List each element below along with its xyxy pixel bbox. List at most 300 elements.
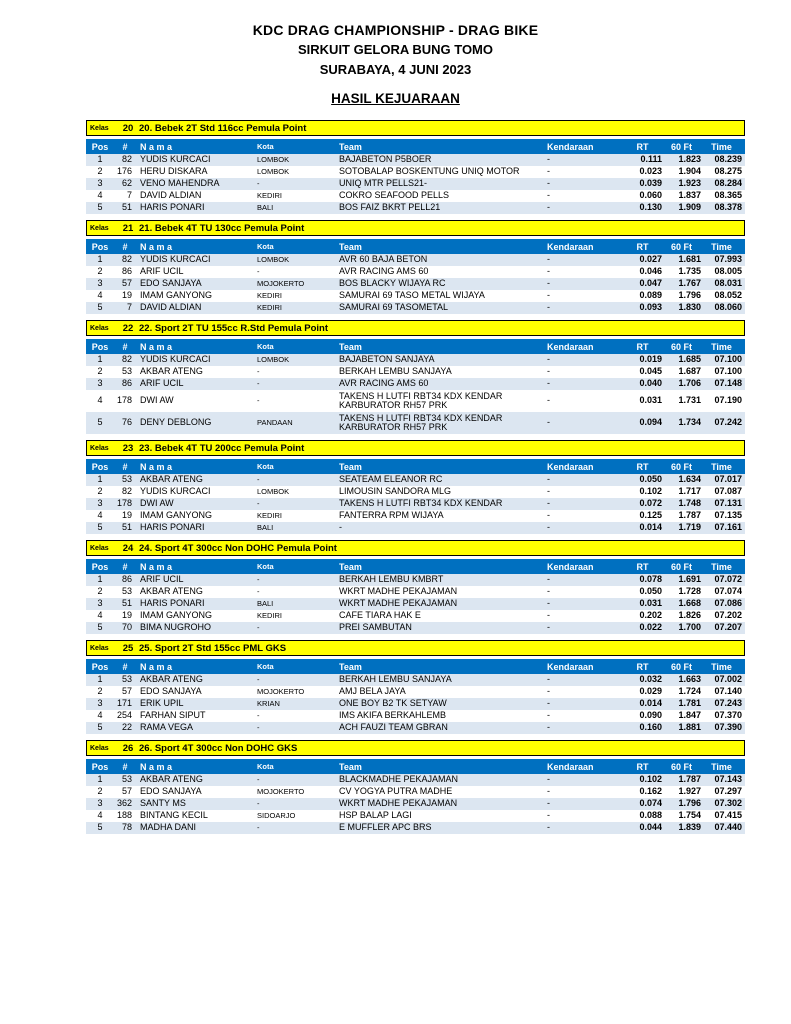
- cell-rt: 0.014: [639, 698, 662, 709]
- cell-vehicle: -: [547, 154, 550, 165]
- cell-time: 08.378: [714, 202, 742, 213]
- cell-city: -: [257, 367, 260, 377]
- cell-pos: 3: [97, 598, 103, 609]
- cell-team: UNIQ MTR PELLS21-: [339, 178, 428, 189]
- col-header-rt: RT: [636, 761, 649, 772]
- cell-city: KEDIRI: [257, 511, 283, 521]
- class-section: [86, 440, 745, 540]
- table-row: [86, 710, 745, 722]
- cell-rt: 0.102: [639, 486, 662, 497]
- class-name: 23. Bebek 4T TU 200cc Pemula Point: [139, 442, 305, 454]
- cell-time: 07.993: [714, 254, 742, 265]
- cell-team: SEATEAM ELEANOR RC: [339, 474, 443, 485]
- cell-pos: 2: [97, 166, 103, 177]
- cell-rt: 0.078: [639, 574, 662, 585]
- cell-number: 178: [116, 498, 132, 509]
- cell-pos: 3: [97, 798, 103, 809]
- class-title-bar: [86, 220, 745, 236]
- cell-60ft: 1.787: [678, 510, 701, 521]
- cell-rt: 0.050: [639, 474, 662, 485]
- cell-rt: 0.202: [639, 610, 662, 621]
- class-number: 25: [122, 642, 134, 654]
- cell-pos: 2: [97, 786, 103, 797]
- cell-pos: 4: [97, 290, 103, 301]
- cell-time: 07.148: [714, 378, 742, 389]
- cell-time: 07.100: [714, 366, 742, 377]
- col-header-time: Time: [711, 661, 732, 672]
- table-row: [86, 474, 745, 486]
- cell-60ft: 1.909: [678, 202, 701, 213]
- cell-vehicle: -: [547, 417, 550, 428]
- cell-pos: 3: [97, 698, 103, 709]
- cell-time: 07.086: [714, 598, 742, 609]
- cell-vehicle: -: [547, 278, 550, 289]
- cell-pos: 3: [97, 498, 103, 509]
- cell-rt: 0.094: [639, 417, 662, 428]
- results-heading: HASIL KEJUARAAN: [331, 91, 460, 106]
- cell-time: 07.074: [714, 586, 742, 597]
- cell-rt: 0.039: [639, 178, 662, 189]
- col-header-60ft: 60 Ft: [670, 761, 692, 772]
- cell-pos: 5: [97, 202, 103, 213]
- cell-number: 70: [121, 622, 132, 633]
- cell-60ft: 1.663: [678, 674, 701, 685]
- cell-rt: 0.130: [639, 202, 662, 213]
- cell-name: ARIF UCIL: [140, 266, 184, 277]
- cell-60ft: 1.728: [678, 586, 701, 597]
- table-row: [86, 278, 745, 290]
- col-header-pos: Pos: [91, 341, 109, 352]
- cell-name: EDO SANJAYA: [140, 786, 202, 797]
- cell-name: AKBAR ATENG: [140, 774, 203, 785]
- table-row: [86, 574, 745, 586]
- cell-number: 78: [121, 822, 132, 833]
- cell-team: AVR 60 BAJA BETON: [339, 254, 428, 265]
- cell-number: 57: [121, 786, 132, 797]
- cell-rt: 0.111: [640, 154, 662, 165]
- col-header-pos: Pos: [91, 661, 109, 672]
- cell-name: YUDIS KURCACI: [140, 254, 211, 265]
- cell-city: -: [257, 587, 260, 597]
- cell-number: 51: [121, 202, 132, 213]
- cell-number: 86: [121, 266, 132, 277]
- class-name: 26. Sport 4T 300cc Non DOHC GKS: [139, 742, 298, 754]
- cell-pos: 3: [97, 378, 103, 389]
- table-row: [86, 674, 745, 686]
- cell-pos: 5: [97, 822, 103, 833]
- cell-time: 07.390: [714, 722, 742, 733]
- col-header-60ft: 60 Ft: [670, 461, 692, 472]
- cell-number: 82: [121, 254, 132, 265]
- cell-time: 08.005: [714, 266, 742, 277]
- cell-name: AKBAR ATENG: [140, 474, 203, 485]
- class-label: Kelas: [90, 224, 109, 232]
- cell-name: IMAM GANYONG: [140, 510, 213, 521]
- cell-time: 07.190: [714, 395, 742, 406]
- cell-team: TAKENS H LUTFI RBT34 KDX KENDAR: [339, 498, 503, 509]
- cell-vehicle: -: [547, 522, 550, 533]
- cell-name: EDO SANJAYA: [140, 278, 202, 289]
- cell-time: 07.087: [714, 486, 742, 497]
- cell-city: -: [257, 179, 260, 189]
- class-title-bar: [86, 440, 745, 456]
- cell-city: -: [257, 379, 260, 389]
- cell-name: DWI AW: [140, 498, 174, 509]
- col-header-number: #: [122, 561, 128, 572]
- cell-rt: 0.090: [639, 710, 662, 721]
- class-name: 22. Sport 2T TU 155cc R.Std Pemula Point: [139, 322, 328, 334]
- cell-name: BIMA NUGROHO: [140, 622, 212, 633]
- cell-city: -: [257, 396, 260, 406]
- class-label: Kelas: [90, 444, 109, 452]
- col-header-name: N a m a: [140, 461, 173, 472]
- cell-vehicle: -: [547, 810, 550, 821]
- cell-rt: 0.060: [639, 190, 662, 201]
- event-date: SURABAYA, 4 JUNI 2023: [319, 62, 472, 77]
- class-name: 24. Sport 4T 300cc Non DOHC Pemula Point: [139, 542, 337, 554]
- cell-city: -: [257, 499, 260, 509]
- cell-60ft: 1.668: [678, 598, 701, 609]
- table-row: [86, 610, 745, 622]
- cell-pos: 2: [97, 586, 103, 597]
- cell-number: 19: [121, 290, 132, 301]
- cell-team: AVR RACING AMS 60: [339, 266, 429, 277]
- cell-team: TAKENS H LUTFI RBT34 KDX KENDAR KARBURATOR RH57 PRK: [339, 390, 503, 410]
- cell-vehicle: -: [547, 674, 550, 685]
- cell-vehicle: -: [547, 166, 550, 177]
- table-row: [86, 722, 745, 734]
- cell-time: 07.370: [714, 710, 742, 721]
- cell-team: AMJ BELA JAYA: [339, 686, 406, 697]
- cell-60ft: 1.706: [678, 378, 701, 389]
- col-header-team: Team: [339, 341, 362, 352]
- table-row: [86, 166, 745, 178]
- cell-city: -: [257, 623, 260, 633]
- cell-name: AKBAR ATENG: [140, 366, 203, 377]
- table-row: [86, 390, 745, 412]
- cell-vehicle: -: [547, 395, 550, 406]
- table-row: [86, 154, 745, 166]
- cell-team: SOTOBALAP BOSKENTUNG UNIQ MOTOR: [339, 166, 520, 177]
- cell-60ft: 1.923: [678, 178, 701, 189]
- results-container: [86, 120, 745, 840]
- cell-name: EDO SANJAYA: [140, 686, 202, 697]
- class-label: Kelas: [90, 324, 109, 332]
- cell-60ft: 1.634: [678, 474, 701, 485]
- class-label: Kelas: [90, 644, 109, 652]
- cell-number: 7: [126, 190, 132, 201]
- col-header-city: Kota: [257, 142, 274, 151]
- class-number: 23: [122, 442, 134, 454]
- cell-name: FARHAN SIPUT: [140, 710, 206, 721]
- cell-pos: 1: [97, 474, 103, 485]
- cell-city: BALI: [257, 203, 274, 213]
- cell-vehicle: -: [547, 302, 550, 313]
- cell-number: 86: [121, 378, 132, 389]
- cell-name: YUDIS KURCACI: [140, 154, 211, 165]
- table-row: [86, 698, 745, 710]
- col-header-rt: RT: [636, 461, 649, 472]
- cell-number: 53: [121, 366, 132, 377]
- cell-team: TAKENS H LUTFI RBT34 KDX KENDAR KARBURATOR RH57 PRK: [339, 412, 503, 432]
- cell-city: LOMBOK: [257, 355, 290, 365]
- col-header-team: Team: [339, 241, 362, 252]
- cell-time: 07.017: [714, 474, 742, 485]
- cell-number: 57: [121, 278, 132, 289]
- col-header-name: N a m a: [140, 341, 173, 352]
- cell-name: DWI AW: [140, 395, 174, 406]
- class-label: Kelas: [90, 744, 109, 752]
- cell-number: 362: [116, 798, 132, 809]
- cell-team: BAJABETON P5BOER: [339, 154, 432, 165]
- col-header-vehicle: Kendaraan: [547, 341, 594, 352]
- table-row: [86, 498, 745, 510]
- cell-team: WKRT MADHE PEKAJAMAN: [339, 598, 458, 609]
- cell-name: HARIS PONARI: [140, 598, 205, 609]
- col-header-name: N a m a: [140, 761, 173, 772]
- cell-pos: 1: [97, 574, 103, 585]
- cell-number: 19: [121, 510, 132, 521]
- table-row: [86, 810, 745, 822]
- table-row: [86, 622, 745, 634]
- table-row: [86, 378, 745, 390]
- cell-team: LIMOUSIN SANDORA MLG: [339, 486, 452, 497]
- table-row: [86, 774, 745, 786]
- col-header-pos: Pos: [91, 141, 109, 152]
- cell-vehicle: -: [547, 710, 550, 721]
- table-header-row: [86, 559, 745, 574]
- cell-number: 188: [116, 810, 132, 821]
- cell-60ft: 1.767: [678, 278, 701, 289]
- cell-60ft: 1.847: [678, 710, 701, 721]
- col-header-rt: RT: [636, 661, 649, 672]
- col-header-number: #: [122, 761, 128, 772]
- cell-60ft: 1.830: [678, 302, 701, 313]
- col-header-number: #: [122, 661, 128, 672]
- cell-time: 07.242: [714, 417, 742, 428]
- cell-time: 07.415: [714, 810, 742, 821]
- col-header-vehicle: Kendaraan: [547, 661, 594, 672]
- col-header-name: N a m a: [140, 141, 173, 152]
- col-header-rt: RT: [636, 561, 649, 572]
- cell-rt: 0.074: [639, 798, 662, 809]
- cell-rt: 0.044: [639, 822, 662, 833]
- cell-team: ONE BOY B2 TK SETYAW: [339, 698, 447, 709]
- cell-name: AKBAR ATENG: [140, 586, 203, 597]
- cell-number: 53: [121, 674, 132, 685]
- cell-number: 51: [121, 598, 132, 609]
- cell-team: WKRT MADHE PEKAJAMAN: [339, 586, 458, 597]
- section-gap: [86, 834, 745, 840]
- cell-time: 07.440: [714, 822, 742, 833]
- cell-number: 82: [121, 486, 132, 497]
- table-row: [86, 202, 745, 214]
- cell-60ft: 1.787: [678, 774, 701, 785]
- cell-60ft: 1.796: [678, 290, 701, 301]
- cell-city: KEDIRI: [257, 611, 283, 621]
- cell-city: MOJOKERTO: [257, 687, 305, 697]
- cell-vehicle: -: [547, 798, 550, 809]
- cell-number: 76: [121, 417, 132, 428]
- table-header-row: [86, 339, 745, 354]
- class-section: [86, 120, 745, 220]
- cell-name: HERU DISKARA: [140, 166, 208, 177]
- cell-city: -: [257, 575, 260, 585]
- cell-pos: 3: [97, 278, 103, 289]
- cell-team: BOS BLACKY WIJAYA RC: [339, 278, 446, 289]
- cell-vehicle: -: [547, 622, 550, 633]
- col-header-60ft: 60 Ft: [670, 341, 692, 352]
- class-number: 21: [122, 222, 134, 234]
- cell-vehicle: -: [547, 290, 550, 301]
- cell-60ft: 1.691: [678, 574, 701, 585]
- cell-name: ARIF UCIL: [140, 574, 184, 585]
- col-header-pos: Pos: [91, 461, 109, 472]
- cell-time: 07.140: [714, 686, 742, 697]
- cell-number: 178: [116, 395, 132, 406]
- cell-name: ARIF UCIL: [140, 378, 184, 389]
- cell-name: IMAM GANYONG: [140, 290, 213, 301]
- cell-city: -: [257, 267, 260, 277]
- cell-team: CAFE TIARA HAK E: [339, 610, 421, 621]
- cell-rt: 0.093: [639, 302, 662, 313]
- table-row: [86, 302, 745, 314]
- cell-vehicle: -: [547, 686, 550, 697]
- cell-team: ACH FAUZI TEAM GBRAN: [339, 722, 448, 733]
- cell-vehicle: -: [547, 474, 550, 485]
- class-title-bar: [86, 120, 745, 136]
- cell-city: LOMBOK: [257, 155, 290, 165]
- class-number: 26: [122, 742, 134, 754]
- cell-number: 51: [121, 522, 132, 533]
- cell-number: 82: [121, 154, 132, 165]
- cell-vehicle: -: [547, 822, 550, 833]
- cell-city: KRIAN: [257, 699, 280, 709]
- cell-number: 62: [121, 178, 132, 189]
- cell-team: -: [339, 522, 342, 533]
- cell-time: 07.202: [714, 610, 742, 621]
- class-section: [86, 740, 745, 840]
- cell-rt: 0.022: [639, 622, 662, 633]
- cell-rt: 0.102: [639, 774, 662, 785]
- cell-team: PREI SAMBUTAN: [339, 622, 412, 633]
- cell-name: DAVID ALDIAN: [140, 190, 202, 201]
- col-header-team: Team: [339, 761, 362, 772]
- cell-vehicle: -: [547, 610, 550, 621]
- cell-pos: 1: [97, 154, 103, 165]
- cell-vehicle: -: [547, 586, 550, 597]
- col-header-team: Team: [339, 661, 362, 672]
- cell-60ft: 1.826: [678, 610, 701, 621]
- cell-rt: 0.032: [639, 674, 662, 685]
- col-header-vehicle: Kendaraan: [547, 141, 594, 152]
- cell-60ft: 1.700: [678, 622, 701, 633]
- col-header-vehicle: Kendaraan: [547, 461, 594, 472]
- cell-rt: 0.014: [639, 522, 662, 533]
- cell-rt: 0.019: [639, 354, 662, 365]
- table-row: [86, 598, 745, 610]
- cell-team: COKRO SEAFOOD PELLS: [339, 190, 450, 201]
- cell-60ft: 1.839: [678, 822, 701, 833]
- cell-pos: 4: [97, 710, 103, 721]
- cell-60ft: 1.724: [678, 686, 701, 697]
- cell-pos: 2: [97, 686, 103, 697]
- cell-pos: 3: [97, 178, 103, 189]
- cell-vehicle: -: [547, 698, 550, 709]
- cell-number: 176: [116, 166, 132, 177]
- cell-60ft: 1.754: [678, 810, 701, 821]
- cell-time: 08.275: [714, 166, 742, 177]
- cell-60ft: 1.687: [678, 366, 701, 377]
- cell-60ft: 1.823: [678, 154, 701, 165]
- col-header-60ft: 60 Ft: [670, 561, 692, 572]
- cell-time: 08.060: [714, 302, 742, 313]
- class-label: Kelas: [90, 544, 109, 552]
- cell-name: VENO MAHENDRA: [140, 178, 220, 189]
- table-row: [86, 366, 745, 378]
- cell-pos: 1: [97, 354, 103, 365]
- cell-name: YUDIS KURCACI: [140, 354, 211, 365]
- table-row: [86, 522, 745, 534]
- col-header-city: Kota: [257, 662, 274, 671]
- cell-60ft: 1.735: [678, 266, 701, 277]
- cell-60ft: 1.681: [678, 254, 701, 265]
- cell-city: -: [257, 775, 260, 785]
- class-title-bar: [86, 320, 745, 336]
- cell-time: 08.239: [714, 154, 742, 165]
- cell-rt: 0.031: [639, 395, 662, 406]
- cell-time: 07.302: [714, 798, 742, 809]
- cell-pos: 1: [97, 674, 103, 685]
- table-row: [86, 586, 745, 598]
- cell-number: 22: [121, 722, 132, 733]
- cell-team: WKRT MADHE PEKAJAMAN: [339, 798, 458, 809]
- cell-name: IMAM GANYONG: [140, 610, 213, 621]
- table-row: [86, 266, 745, 278]
- cell-pos: 2: [97, 366, 103, 377]
- cell-rt: 0.031: [639, 598, 662, 609]
- cell-pos: 2: [97, 266, 103, 277]
- cell-number: 53: [121, 474, 132, 485]
- cell-vehicle: -: [547, 598, 550, 609]
- class-number: 24: [122, 542, 134, 554]
- cell-rt: 0.029: [639, 686, 662, 697]
- cell-vehicle: -: [547, 774, 550, 785]
- table-row: [86, 798, 745, 810]
- cell-pos: 5: [97, 302, 103, 313]
- document-title: KDC DRAG CHAMPIONSHIP - DRAG BIKE: [252, 22, 539, 38]
- cell-rt: 0.047: [639, 278, 662, 289]
- cell-number: 254: [116, 710, 132, 721]
- document-header: [0, 20, 791, 108]
- cell-vehicle: -: [547, 378, 550, 389]
- cell-team: BERKAH LEMBU SANJAYA: [339, 366, 452, 377]
- cell-time: 07.161: [714, 522, 742, 533]
- cell-60ft: 1.796: [678, 798, 701, 809]
- cell-rt: 0.027: [639, 254, 662, 265]
- table-header-row: [86, 759, 745, 774]
- cell-vehicle: -: [547, 190, 550, 201]
- cell-city: KEDIRI: [257, 191, 283, 201]
- cell-pos: 4: [97, 395, 103, 406]
- cell-number: 82: [121, 354, 132, 365]
- cell-team: SAMURAI 69 TASOMETAL: [339, 302, 449, 313]
- cell-team: BOS FAIZ BKRT PELL21: [339, 202, 441, 213]
- cell-60ft: 1.904: [678, 166, 701, 177]
- class-section: [86, 640, 745, 740]
- cell-name: ERIK UPIL: [140, 698, 184, 709]
- cell-city: -: [257, 711, 260, 721]
